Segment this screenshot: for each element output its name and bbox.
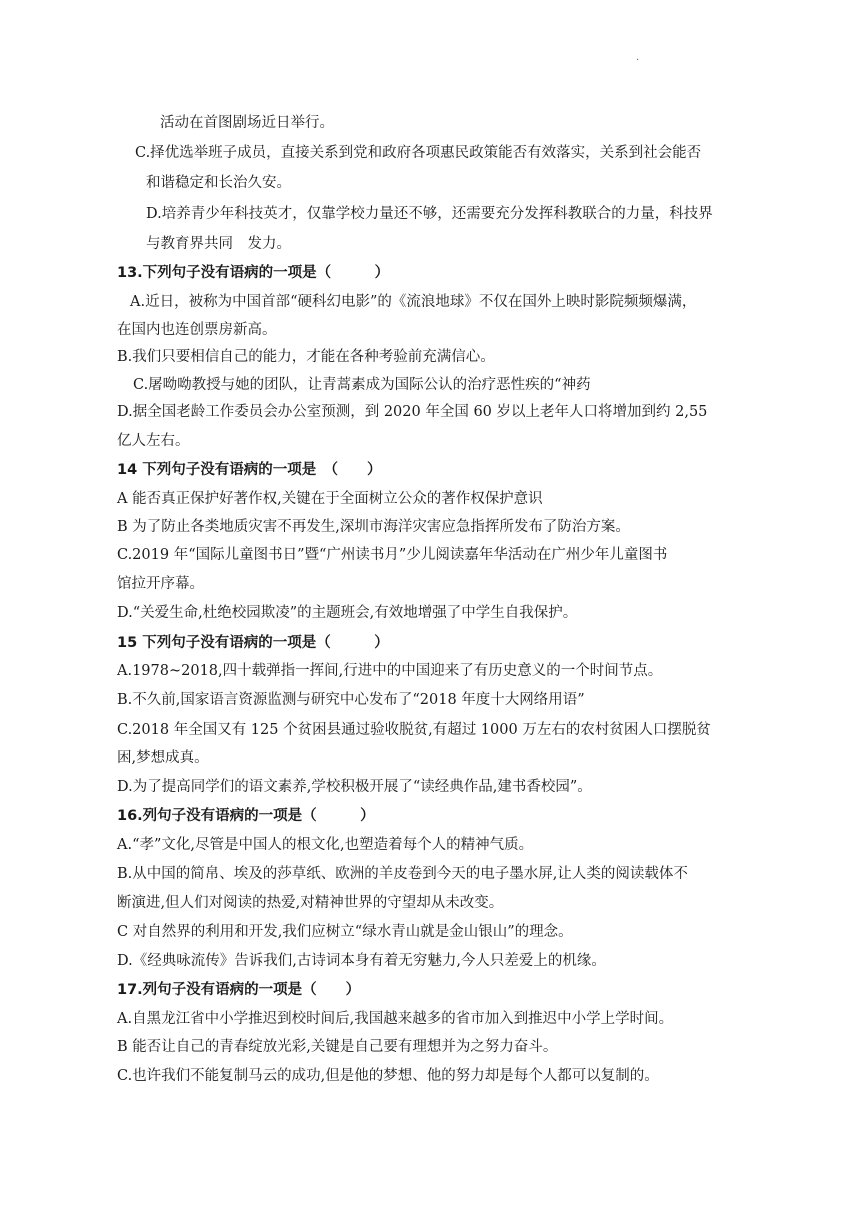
question-17-heading: 17.列句子没有语病的一项是（ ） <box>117 982 361 998</box>
option-c-line: C.屠呦呦教授与她的团队，让青蒿素成为国际公认的治疗恶性疾的“神药 <box>133 377 591 393</box>
option-c-line: C 对自然界的利用和开发,我们应树立“绿水青山就是金山银山”的理念。 <box>117 924 573 940</box>
option-d-line: D.培养青少年科技英才，仅靠学校力量还不够，还需要充分发挥科教联合的力量，科技界 <box>146 206 713 222</box>
option-c-line: C.择优选举班子成员，直接关系到党和政府各项惠民政策能否有效落实，关系到社会能否 <box>135 145 702 161</box>
option-b-line: B.我们只要相信自己的能力，才能在各种考验前充满信心。 <box>117 349 495 365</box>
option-b-line: B 为了防止各类地质灾害不再发生,深圳市海洋灾害应急指挥所发布了防治方案。 <box>117 519 630 535</box>
option-a-line: A.“孝”文化,尽管是中国人的根文化,也塑造着每个人的精神气质。 <box>117 837 534 853</box>
question-13-heading: 13.下列句子没有语病的一项是（ ） <box>117 265 390 281</box>
option-b-line: B.不久前,国家语言资源监测与研究中心发布了“2018 年度十大网络用语” <box>117 692 585 708</box>
option-d-line: D.为了提高同学们的语文素养,学校积极开展了“读经典作品,建书香校园”。 <box>117 779 592 795</box>
text-line: 困,梦想成真。 <box>117 750 209 766</box>
option-c-line: C.也许我们不能复制马云的成功,但是他的梦想、他的努力却是每个人都可以复制的。 <box>117 1068 659 1084</box>
text-line: 和谐稳定和长治久安。 <box>146 175 291 191</box>
question-15-heading: 15 下列句子没有语病的一项是（ ） <box>117 635 389 651</box>
option-a-line: A.自黑龙江省中小学推迟到校时间后,我国越来越多的省市加入到推迟中小学上学时间。 <box>117 1011 674 1027</box>
option-a-line: A.1978~2018,四十载弹指一挥间,行进中的中国迎来了有历史意义的一个时间节点。 <box>117 663 663 679</box>
text-line: 活动在首图剧场近日举行。 <box>160 115 334 131</box>
text-line: 亿人左右。 <box>117 433 190 449</box>
option-d-line: D.据全国老龄工作委员会办公室预测，到 2020 年全国 60 岁以上老年人口将增加到约 2,55 <box>117 404 708 420</box>
text-line: 断演进,但人们对阅读的热爱,对精神世界的守望却从未改变。 <box>117 895 504 911</box>
option-a-line: A 能否真正保护好著作权,关键在于全面树立公众的著作权保护意识 <box>117 491 543 507</box>
text-line: 在国内也连创票房新高。 <box>117 322 277 338</box>
question-14-heading: 14 下列句子没有语病的一项是 （ ） <box>117 462 382 478</box>
option-c-line: C.2019 年“国际儿童图书日”暨“广州读书月”少儿阅读嘉年华活动在广州少年儿童图书 <box>117 547 668 563</box>
text-line: 馆拉开序幕。 <box>117 576 204 592</box>
option-b-line: B.从中国的简帛、埃及的莎草纸、欧洲的羊皮卷到今天的电子墨水屏,让人类的阅读载体不 <box>117 866 688 882</box>
option-d-line: D.《经典咏流传》告诉我们,古诗词本身有着无穷魅力,今人只差爱上的机缘。 <box>117 953 606 969</box>
option-a-line: A.近日，被称为中国首部“硬科幻电影”的《流浪地球》不仅在国外上映时影院频频爆满， <box>130 294 697 310</box>
option-b-line: B 能否让自己的青春绽放光彩,关键是自己要有理想并为之努力奋斗。 <box>117 1039 558 1055</box>
text-line: 与教育界共同 发力。 <box>146 236 291 252</box>
option-d-line: D.“关爱生命,杜绝校园欺凌”的主题班会,有效地增强了中学生自我保护。 <box>117 605 578 621</box>
option-c-line: C.2018 年全国又有 125 个贫困县通过验收脱贫,有超过 1000 万左右的农村贫困人口摆脱贫 <box>117 722 711 738</box>
question-16-heading: 16.列句子没有语病的一项是（ ） <box>117 808 375 824</box>
page-marker: . <box>636 52 640 63</box>
